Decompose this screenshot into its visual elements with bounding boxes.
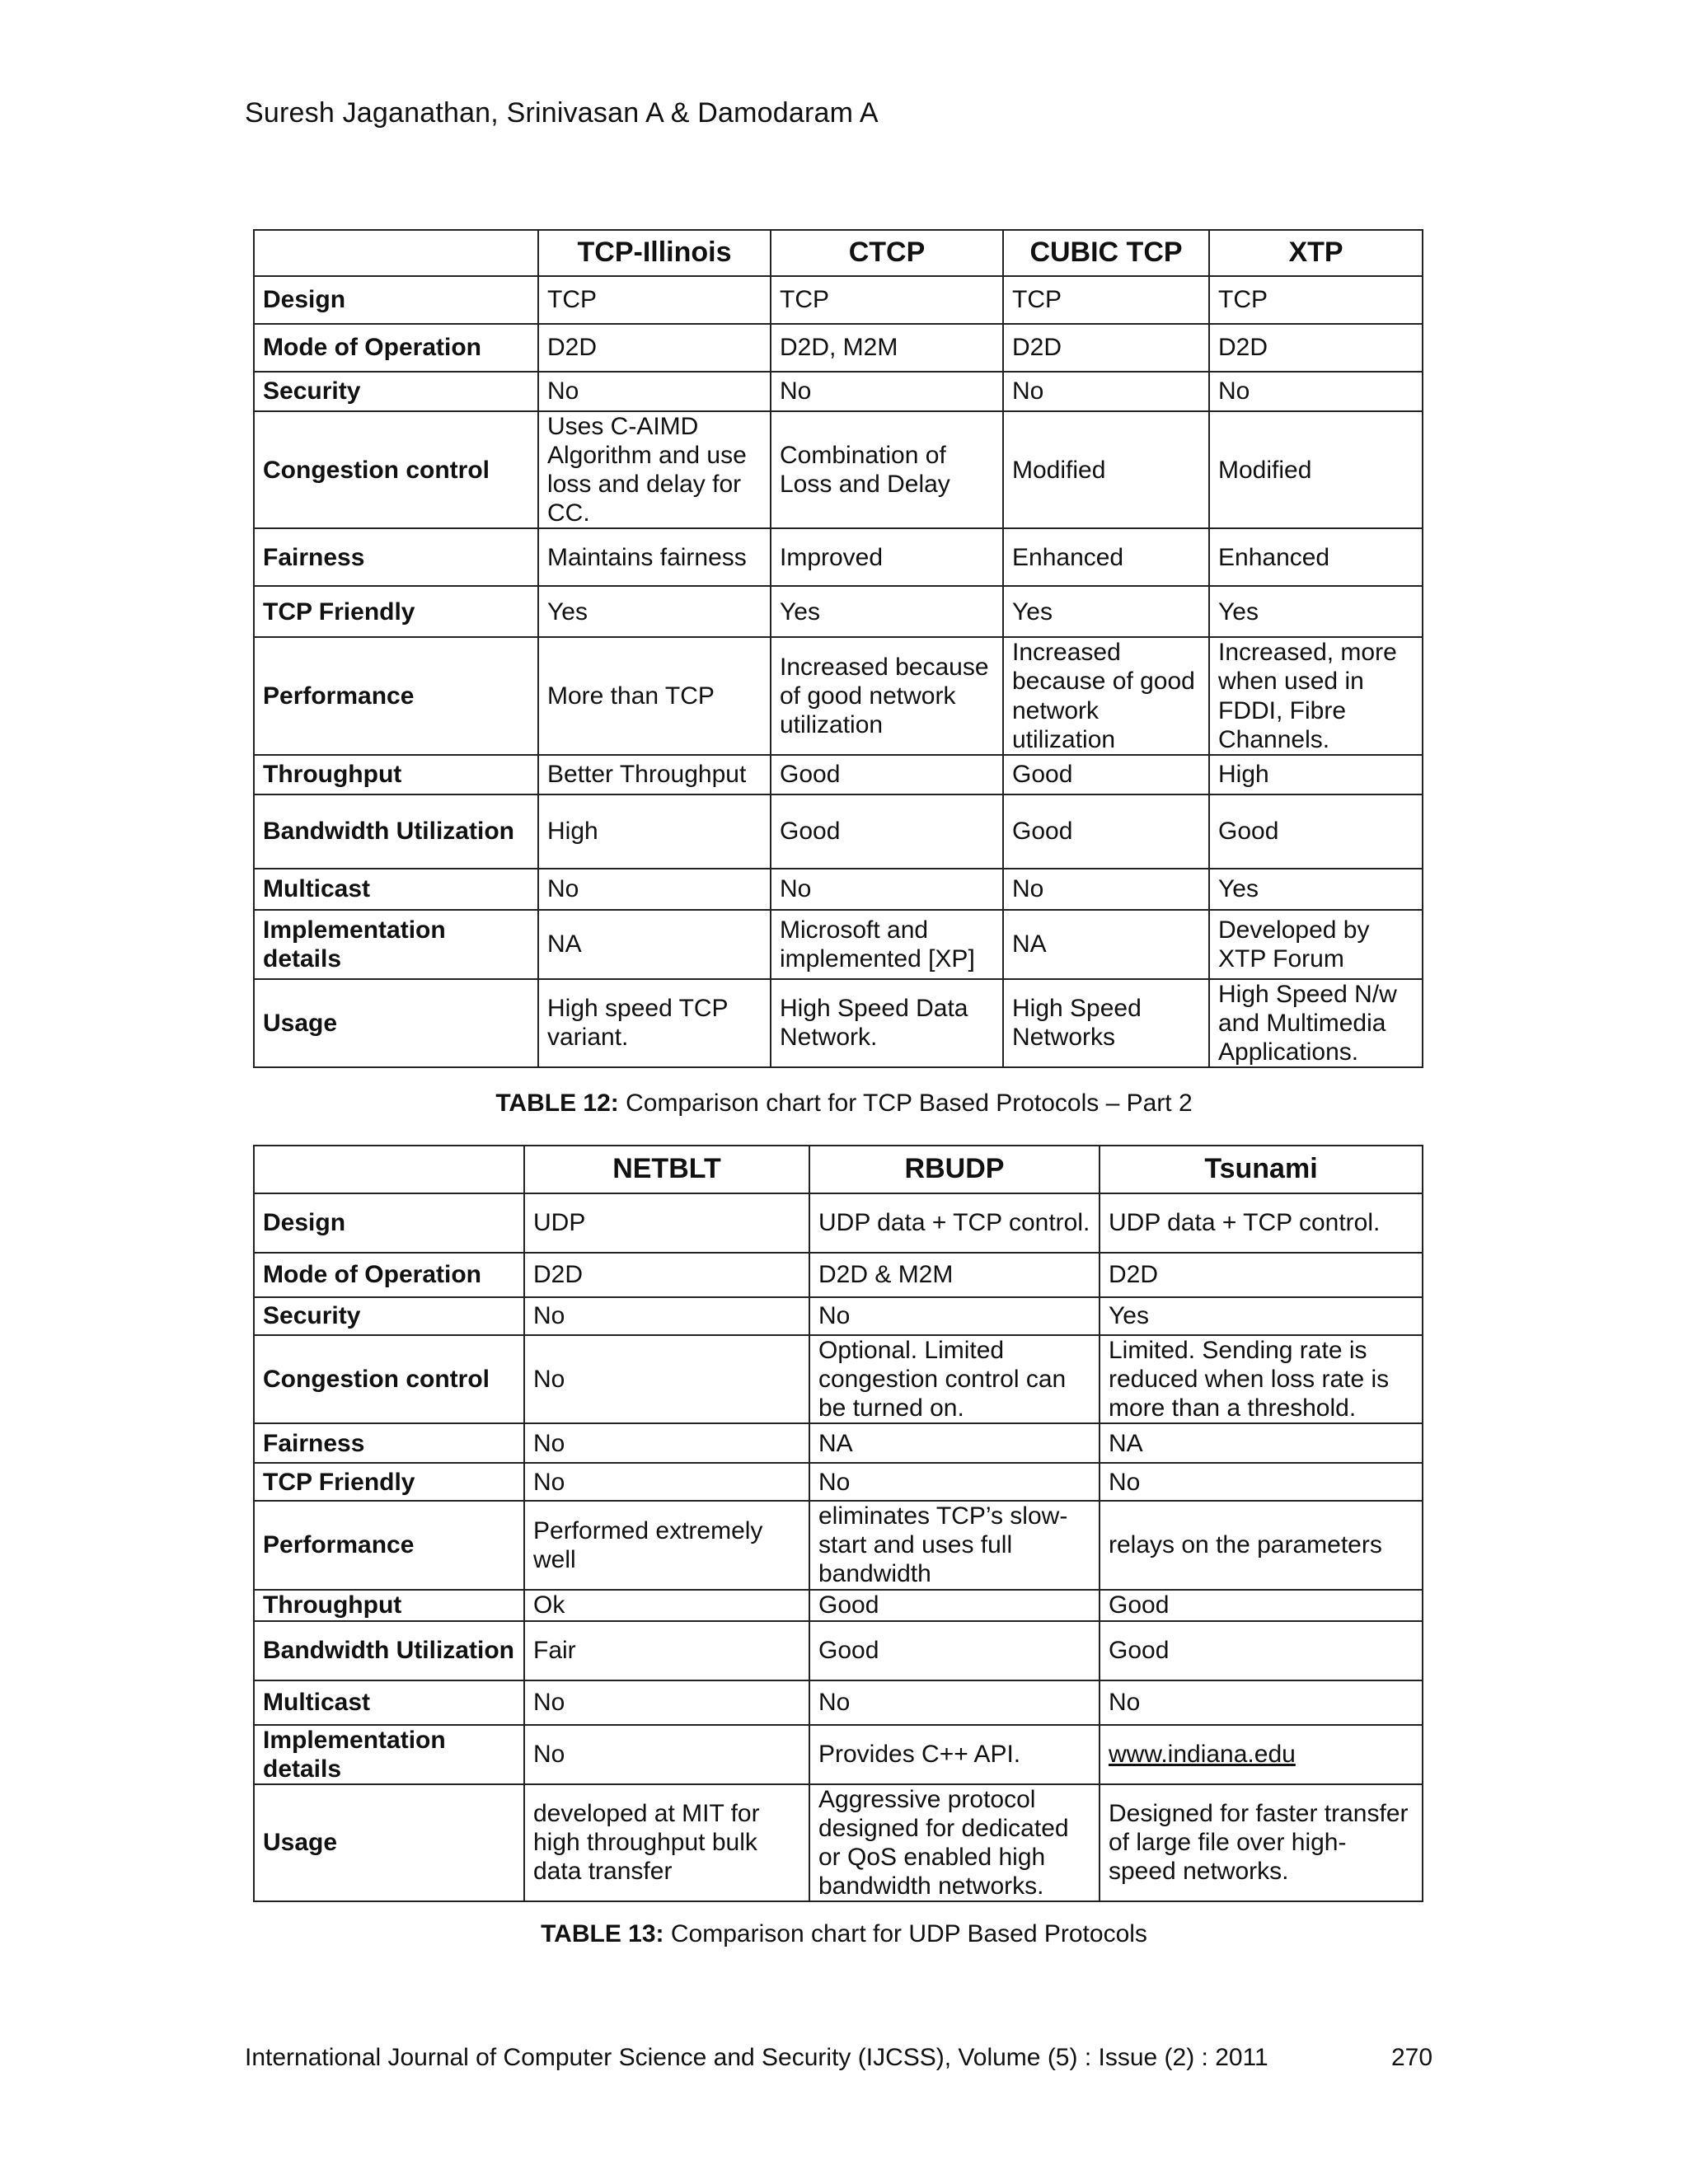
- table-header-row: [254, 1146, 1423, 1193]
- caption-number: TABLE 12:: [495, 1090, 619, 1117]
- row-label: Usage: [254, 1784, 524, 1901]
- table-cell: Designed for faster transfer of large file over high-speed networks.: [1100, 1784, 1423, 1901]
- table-cell: Microsoft and implemented [XP]: [771, 910, 1003, 979]
- table-cell: No: [1100, 1463, 1423, 1501]
- table-cell: No: [524, 1463, 809, 1501]
- row-label: Fairness: [254, 1423, 524, 1463]
- running-head-authors: Suresh Jaganathan, Srinivasan A & Damodaram A: [245, 97, 879, 129]
- comparison-table-tcp: [253, 229, 1423, 1068]
- table-row: [254, 869, 1423, 910]
- table-cell: No: [1003, 869, 1209, 910]
- table-cell: Good: [1209, 794, 1423, 869]
- table-row: [254, 979, 1423, 1067]
- table-cell: Modified: [1209, 411, 1423, 528]
- column-header: RBUDP: [809, 1146, 1100, 1193]
- row-label: Congestion control: [254, 411, 538, 528]
- table-row: [254, 1297, 1423, 1335]
- row-label: Design: [254, 1193, 524, 1253]
- table-cell: developed at MIT for high throughput bulk data transfer: [524, 1784, 809, 1901]
- table-cell: No: [809, 1463, 1100, 1501]
- column-header: [254, 230, 538, 276]
- column-header: TCP-Illinois: [538, 230, 771, 276]
- table-cell: Good: [809, 1621, 1100, 1680]
- table-cell: More than TCP: [538, 637, 771, 754]
- table-cell: Modified: [1003, 411, 1209, 528]
- table-cell: High: [538, 794, 771, 869]
- table-cell: No: [538, 372, 771, 411]
- table-cell: No: [771, 372, 1003, 411]
- table-cell: Maintains fairness: [538, 528, 771, 586]
- table-row: [254, 755, 1423, 794]
- table-cell: Increased because of good network utilization: [771, 637, 1003, 754]
- row-label: Mode of Operation: [254, 1253, 524, 1297]
- table-row: [254, 910, 1423, 979]
- table-cell: Improved: [771, 528, 1003, 586]
- table-cell: UDP: [524, 1193, 809, 1253]
- table-row: [254, 411, 1423, 528]
- table-cell: Good: [1100, 1621, 1423, 1680]
- table-row: [254, 372, 1423, 411]
- table-row: [254, 586, 1423, 637]
- comparison-table-udp: [253, 1145, 1423, 1902]
- table-row: [254, 1501, 1423, 1589]
- column-header: XTP: [1209, 230, 1423, 276]
- table-cell: TCP: [771, 276, 1003, 324]
- table-row: [254, 528, 1423, 586]
- table-header-row: [254, 230, 1423, 276]
- column-header: Tsunami: [1100, 1146, 1423, 1193]
- table-cell: NA: [1003, 910, 1209, 979]
- table-cell: No: [1003, 372, 1209, 411]
- table-cell: Good: [771, 794, 1003, 869]
- table-cell: D2D: [1003, 324, 1209, 372]
- row-label: Multicast: [254, 869, 538, 910]
- table-cell: No: [771, 869, 1003, 910]
- table-cell: High speed TCP variant.: [538, 979, 771, 1067]
- table-cell: Combination of Loss and Delay: [771, 411, 1003, 528]
- row-label: Throughput: [254, 755, 538, 794]
- row-label: Multicast: [254, 1680, 524, 1725]
- row-label: TCP Friendly: [254, 1463, 524, 1501]
- table-row: [254, 1423, 1423, 1463]
- table-cell: Aggressive protocol designed for dedicated or QoS enabled high bandwidth networks.: [809, 1784, 1100, 1901]
- table-cell: Limited. Sending rate is reduced when loss rate is more than a threshold.: [1100, 1335, 1423, 1423]
- table-cell: D2D & M2M: [809, 1253, 1100, 1297]
- table-row: [254, 1680, 1423, 1725]
- table-cell: High Speed Data Network.: [771, 979, 1003, 1067]
- footer-journal: International Journal of Computer Science and Security (IJCSS), Volume (5) : Issue (2) : 2011: [245, 2044, 1268, 2071]
- table-cell: TCP: [1209, 276, 1423, 324]
- table-cell: High: [1209, 755, 1423, 794]
- table-cell: Good: [1100, 1590, 1423, 1621]
- row-label: Performance: [254, 1501, 524, 1589]
- table-cell: Increased because of good network utilization: [1003, 637, 1209, 754]
- table-cell: Increased, more when used in FDDI, Fibre Channels.: [1209, 637, 1423, 754]
- row-label: Throughput: [254, 1590, 524, 1621]
- row-label: Security: [254, 372, 538, 411]
- table-row: [254, 276, 1423, 324]
- table-row: [254, 1784, 1423, 1901]
- table-cell: No: [1100, 1680, 1423, 1725]
- indiana-edu-link[interactable]: www.indiana.edu: [1100, 1725, 1423, 1784]
- table-cell: No: [524, 1680, 809, 1725]
- table-cell: UDP data + TCP control.: [809, 1193, 1100, 1253]
- table-cell: Good: [1003, 755, 1209, 794]
- table-cell: D2D: [1100, 1253, 1423, 1297]
- row-label: Usage: [254, 979, 538, 1067]
- table-row: [254, 1463, 1423, 1501]
- column-header: [254, 1146, 524, 1193]
- table-cell: D2D, M2M: [771, 324, 1003, 372]
- table-cell: No: [524, 1725, 809, 1784]
- table-cell: High Speed N/w and Multimedia Applications.: [1209, 979, 1423, 1067]
- row-label: Implementation details: [254, 1725, 524, 1784]
- table-cell: Performed extremely well: [524, 1501, 809, 1589]
- table-row: [254, 324, 1423, 372]
- table-cell: Yes: [1100, 1297, 1423, 1335]
- row-label: Security: [254, 1297, 524, 1335]
- table-cell: Yes: [1209, 586, 1423, 637]
- table-cell: Uses C-AIMD Algorithm and use loss and delay for CC.: [538, 411, 771, 528]
- table-cell: No: [524, 1423, 809, 1463]
- row-label: Congestion control: [254, 1335, 524, 1423]
- table-cell: eliminates TCP’s slow-start and uses full bandwidth: [809, 1501, 1100, 1589]
- column-header: CTCP: [771, 230, 1003, 276]
- table-cell: Developed by XTP Forum: [1209, 910, 1423, 979]
- table-row: [254, 1193, 1423, 1253]
- table-cell: Better Throughput: [538, 755, 771, 794]
- row-label: Performance: [254, 637, 538, 754]
- column-header: CUBIC TCP: [1003, 230, 1209, 276]
- table-cell: No: [809, 1297, 1100, 1335]
- table-cell: Good: [1003, 794, 1209, 869]
- table-cell: Enhanced: [1003, 528, 1209, 586]
- table-cell: Enhanced: [1209, 528, 1423, 586]
- table-row: [254, 1590, 1423, 1621]
- table-cell: NA: [809, 1423, 1100, 1463]
- table-cell: D2D: [538, 324, 771, 372]
- table-cell: High Speed Networks: [1003, 979, 1209, 1067]
- table-cell: Ok: [524, 1590, 809, 1621]
- table-cell: Provides C++ API.: [809, 1725, 1100, 1784]
- table-cell: No: [524, 1335, 809, 1423]
- row-label: Design: [254, 276, 538, 324]
- row-label: Mode of Operation: [254, 324, 538, 372]
- table-row: [254, 1725, 1423, 1784]
- table-cell: UDP data + TCP control.: [1100, 1193, 1423, 1253]
- table-row: [254, 637, 1423, 754]
- table-cell: Yes: [1003, 586, 1209, 637]
- table-cell: relays on the parameters: [1100, 1501, 1423, 1589]
- table-cell: No: [809, 1680, 1100, 1725]
- table-cell: Good: [771, 755, 1003, 794]
- table-row: [254, 1621, 1423, 1680]
- table-cell: TCP: [1003, 276, 1209, 324]
- table-cell: Yes: [771, 586, 1003, 637]
- table-cell: Fair: [524, 1621, 809, 1680]
- table-cell: No: [524, 1297, 809, 1335]
- row-label: Bandwidth Utilization: [254, 794, 538, 869]
- table-cell: NA: [1100, 1423, 1423, 1463]
- table-cell: D2D: [524, 1253, 809, 1297]
- table-cell: No: [1209, 372, 1423, 411]
- page-number: 270: [1391, 2044, 1433, 2071]
- table-cell: NA: [538, 910, 771, 979]
- table-row: [254, 794, 1423, 869]
- row-label: Bandwidth Utilization: [254, 1621, 524, 1680]
- table-row: [254, 1253, 1423, 1297]
- caption-text: Comparison chart for TCP Based Protocols – Part 2: [626, 1090, 1193, 1117]
- table-cell: No: [538, 869, 771, 910]
- table-cell: D2D: [1209, 324, 1423, 372]
- caption-text: Comparison chart for UDP Based Protocols: [670, 1920, 1147, 1947]
- row-label: Fairness: [254, 528, 538, 586]
- table-cell: Yes: [1209, 869, 1423, 910]
- table-cell: Yes: [538, 586, 771, 637]
- caption-number: TABLE 13:: [541, 1920, 664, 1947]
- row-label: TCP Friendly: [254, 586, 538, 637]
- table-caption: [0, 1920, 1688, 1948]
- table-cell: Good: [809, 1590, 1100, 1621]
- row-label: Implementation details: [254, 910, 538, 979]
- table-caption: [0, 1090, 1688, 1118]
- table-cell: TCP: [538, 276, 771, 324]
- column-header: NETBLT: [524, 1146, 809, 1193]
- table-cell: Optional. Limited congestion control can be turned on.: [809, 1335, 1100, 1423]
- table-row: [254, 1335, 1423, 1423]
